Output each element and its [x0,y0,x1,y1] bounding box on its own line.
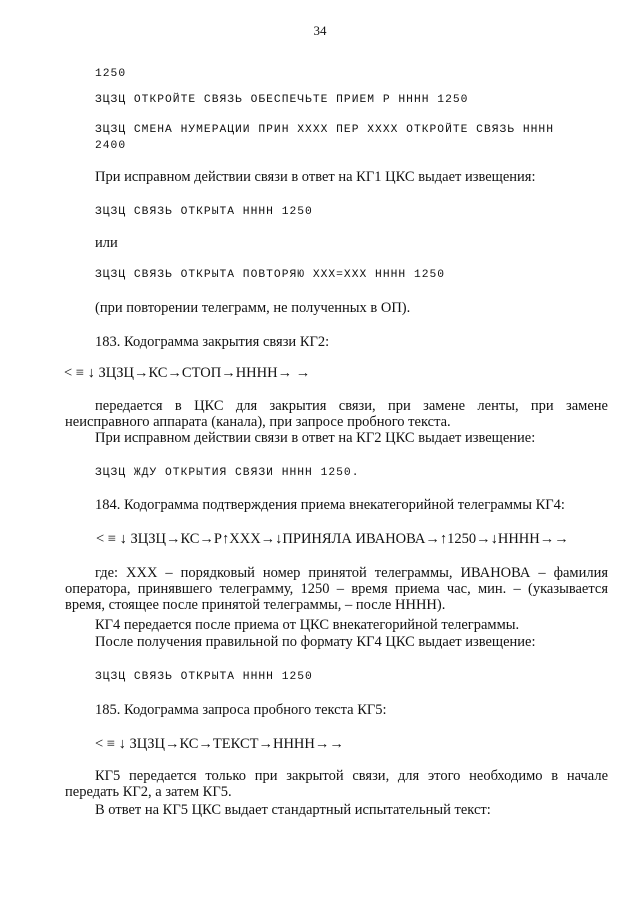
heading-185: 185. Кодограмма запроса пробного текста КГ5: [95,702,387,718]
paragraph-kg2-description: передается в ЦКС для закрытия связи, при замене ленты, при замене неисправного аппарата (канала), при запросе пробного текста. [65,398,612,430]
codogram-kg4: < ≡ ↓ ЗЦЗЦ→КС→Р↑ХХХ→↓ПРИНЯЛА ИВАНОВА→↑1250→↓НННН→→ [96,531,569,547]
code-line-link-open-repeat: ЗЦЗЦ СВЯЗЬ ОТКРЫТА ПОВТОРЯЮ ХХХ=ХХХ НННН 1250 [95,269,446,281]
paragraph-kg1-response: При исправном действии связи в ответ на КГ1 ЦКС выдает извещения: [95,169,536,185]
paragraph-kg5-response: В ответ на КГ5 ЦКС выдает стандартный испытательный текст: [95,802,491,818]
code-line-time: 1250 [95,68,127,80]
paragraph-kg4-explanation: где: ХХХ – порядковый номер принятой телеграммы, ИВАНОВА – фамилия оператора, принявшего телеграмму, 1250 – время приема час, мин. – (указывается время, стоящее после принятой телеграммы, – после НННН). [65,565,612,613]
code-line-link-open: ЗЦЗЦ СВЯЗЬ ОТКРЫТА НННН 1250 [95,206,313,218]
code-line-open-link: ЗЦЗЦ ОТКРОЙТЕ СВЯЗЬ ОБЕСПЕЧЬТЕ ПРИЕМ Р НННН 1250 [95,94,469,106]
paragraph-repeat-note: (при повторении телеграмм, не полученных в ОП). [95,300,411,316]
paragraph-kg2-response: При исправном действии связи в ответ на КГ2 ЦКС выдает извещение: [95,430,536,446]
heading-184: 184. Кодограмма подтверждения приема внекатегорийной телеграммы КГ4: [95,497,565,513]
codogram-kg5: < ≡ ↓ ЗЦЗЦ→КС→ТЕКСТ→НННН→→ [95,736,344,752]
paragraph-kg4-sent: КГ4 передается после приема от ЦКС внекатегорийной телеграммы. [95,617,520,633]
paragraph-kg4-response: После получения правильной по формату КГ4 ЦКС выдает извещение: [95,634,536,650]
code-line-wait-open: ЗЦЗЦ ЖДУ ОТКРЫТИЯ СВЯЗИ НННН 1250. [95,467,360,479]
heading-183: 183. Кодограмма закрытия связи КГ2: [95,334,330,350]
paragraph-or: или [95,235,118,251]
code-line-renumbering: ЗЦЗЦ СМЕНА НУМЕРАЦИИ ПРИН ХХХХ ПЕР ХХХХ ОТКРОЙТЕ СВЯЗЬ НННН 2400 [95,124,554,152]
code-line-link-open-2: ЗЦЗЦ СВЯЗЬ ОТКРЫТА НННН 1250 [95,671,313,683]
paragraph-kg5-description: КГ5 передается только при закрытой связи, для этого необходимо в начале передать КГ2, а затем КГ5. [65,768,612,800]
codogram-kg2: < ≡ ↓ ЗЦЗЦ→КС→СТОП→НННН→ → [64,365,311,381]
page-number: 34 [313,23,327,38]
